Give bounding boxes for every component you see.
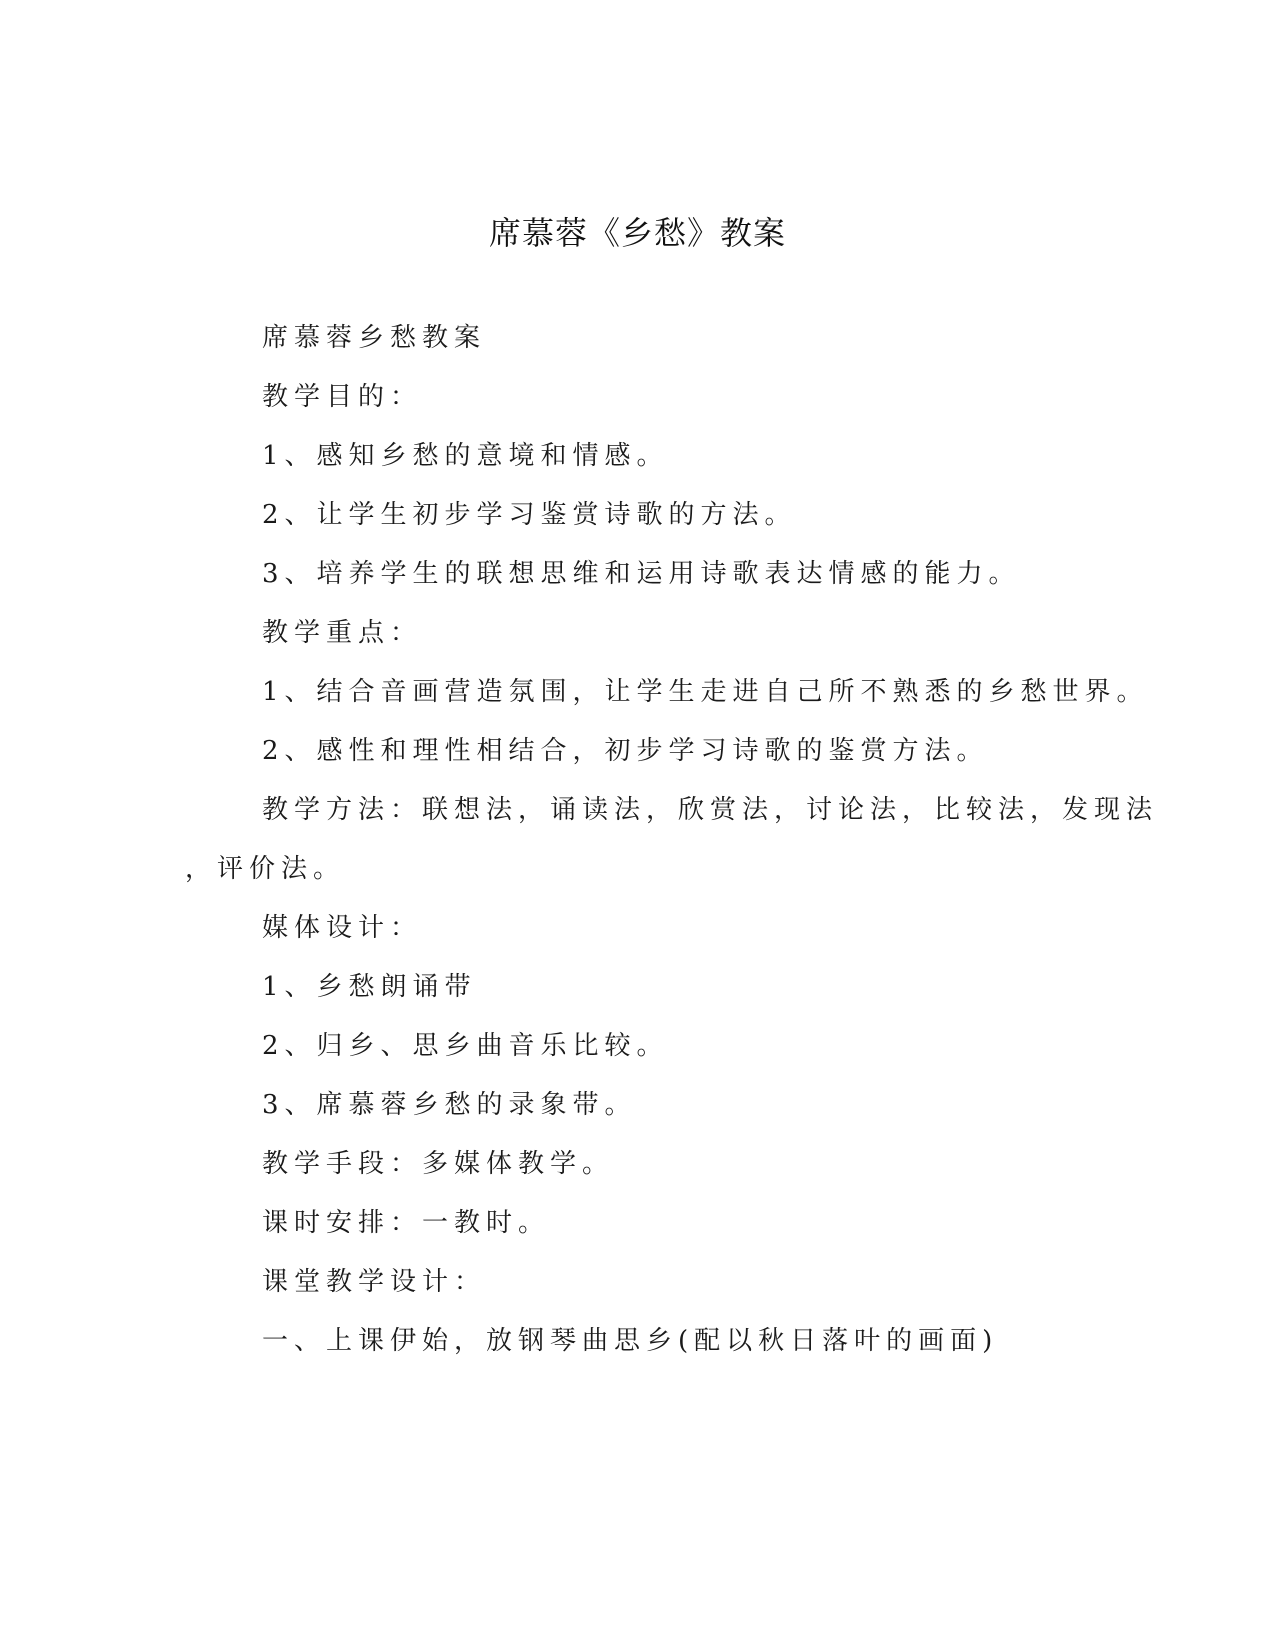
media-item-1: 1、乡愁朗诵带 [262, 972, 477, 1002]
media-item-2: 2、归乡、思乡曲音乐比较。 [262, 1031, 669, 1061]
class-schedule-line: 课时安排：一教时。 [262, 1208, 551, 1238]
section-media-heading: 媒体设计： [262, 913, 423, 943]
doc-heading: 席慕蓉乡愁教案 [262, 323, 487, 353]
document-title: 席慕蓉《乡愁》教案 [488, 214, 786, 252]
section-objectives-heading: 教学目的： [262, 382, 423, 412]
media-item-3: 3、席慕蓉乡愁的录象带。 [262, 1090, 637, 1120]
teaching-means-line: 教学手段：多媒体教学。 [262, 1149, 615, 1179]
objective-item-3: 3、培养学生的联想思维和运用诗歌表达情感的能力。 [262, 559, 1021, 589]
key-point-item-1: 1、结合音画营造氛围，让学生走进自己所不熟悉的乡愁世界。 [262, 677, 1149, 707]
key-point-item-2: 2、感性和理性相结合，初步学习诗歌的鉴赏方法。 [262, 736, 989, 766]
teaching-methods-line: 教学方法：联想法，诵读法，欣赏法，讨论法，比较法，发现法 [262, 795, 1159, 825]
teaching-methods-continued: ，评价法。 [185, 854, 346, 884]
section-key-points-heading: 教学重点： [262, 618, 423, 648]
section-design-heading: 课堂教学设计： [262, 1267, 487, 1297]
objective-item-2: 2、让学生初步学习鉴赏诗歌的方法。 [262, 500, 797, 530]
objective-item-1: 1、感知乡愁的意境和情感。 [262, 441, 669, 471]
design-step-1: 一、上课伊始，放钢琴曲思乡(配以秋日落叶的画面) [262, 1326, 999, 1356]
